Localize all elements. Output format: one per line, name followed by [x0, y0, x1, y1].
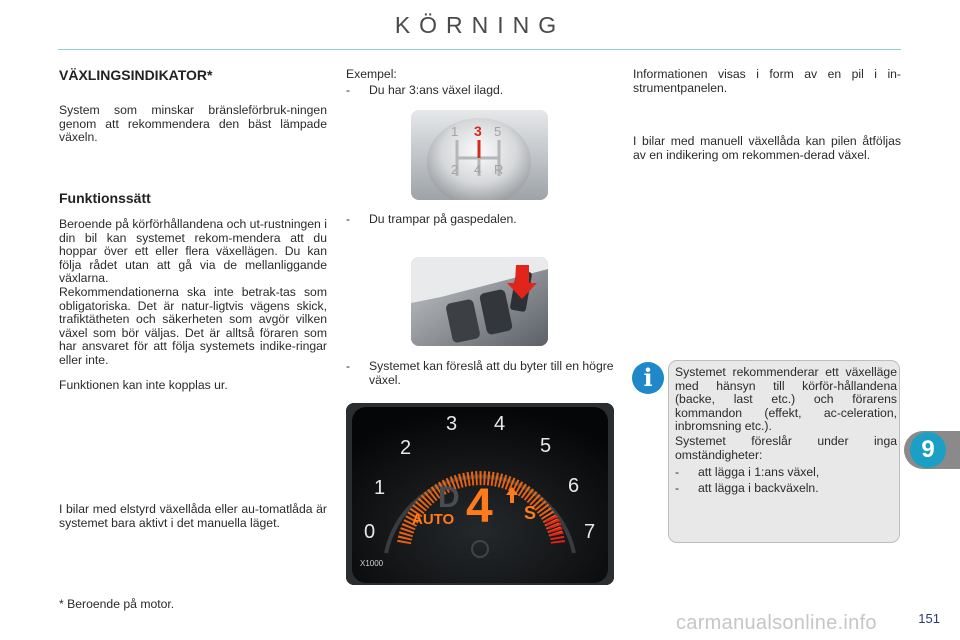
intro-paragraph: System som minskar bränsleförbruk-ningen genom att rekommendera den bäst lämpade växeln.: [59, 103, 327, 145]
bullet-dash: -: [675, 465, 680, 479]
info-paragraph: Systemet rekommenderar ett växelläge med hänsyn till körför-hållandena (backe, last etc.) och förarens kommandon (effekt, ac-celeration, inbromsning etc.).: [675, 365, 897, 434]
list-item: - Systemet kan föreslå att du byter till en högre växel.: [346, 359, 614, 387]
list-item: - Du trampar på gaspedalen.: [346, 212, 517, 226]
watermark: carmanualsonline.info: [676, 612, 877, 634]
gear-shifter-photo: 1 3 5 2 4 R: [411, 110, 548, 200]
footnote: * Beroende på motor.: [59, 597, 175, 611]
paragraph-conditions: Beroende på körförhållandena och ut-rustningen i din bil kan systemet rekom-mendera att du hoppar över ett eller flera växellägen. Du kan följa rådet utan att gå via de mellanliggande växlarna.: [59, 217, 327, 286]
info-list-item: - att lägga i 1:ans växel,: [675, 465, 820, 479]
info-box: [668, 360, 900, 543]
header-divider: [58, 49, 901, 50]
bullet-dash: -: [675, 481, 680, 495]
bullet-dash: -: [346, 359, 351, 373]
example-label: Exempel:: [346, 67, 397, 81]
paragraph-manual-gearbox: I bilar med manuell växellåda kan pilen åtföljas av en indikering om rekommen-derad växel.: [633, 134, 901, 162]
page-number: 151: [918, 611, 940, 626]
pedals-photo: [411, 257, 548, 346]
info-list-item: - att lägga i backväxeln.: [675, 481, 819, 495]
paragraph-arrow-info: Informationen visas i form av en pil i in-strumentpanelen.: [633, 67, 901, 95]
bullet-dash: -: [346, 212, 351, 226]
section-heading: VÄXLINGSINDIKATOR*: [59, 67, 213, 83]
info-paragraph: Systemet föreslår under inga omständigheter:: [675, 434, 897, 462]
info-icon: i: [632, 362, 664, 394]
paragraph-cannot-disable: Funktionen kan inte kopplas ur.: [59, 378, 228, 392]
paragraph-automatic: I bilar med elstyrd växellåda eller au-tomatlåda är systemet bara aktivt i det manuella läget.: [59, 502, 327, 530]
paragraph-recommendations: Rekommendationerna ska inte betrak-tas som obligatoriska. Det är natur-ligtvis vägens skick, trafiktätheten och säkerheten som avgör vilken växel som bör väljas. Det är alltså föraren som har ansvaret för att följa systemets indike-ringar eller inte.: [59, 285, 327, 367]
chapter-number[interactable]: 9: [910, 432, 946, 468]
page-title: KÖRNING: [394, 12, 566, 38]
list-item: - Du har 3:ans växel ilagd.: [346, 83, 504, 97]
subsection-heading: Funktionssätt: [59, 190, 151, 206]
instrument-cluster-photo: 0 1 2 3 4 5 6 7 D AUTO 4 S X1000: [346, 403, 614, 585]
bullet-dash: -: [346, 83, 351, 97]
